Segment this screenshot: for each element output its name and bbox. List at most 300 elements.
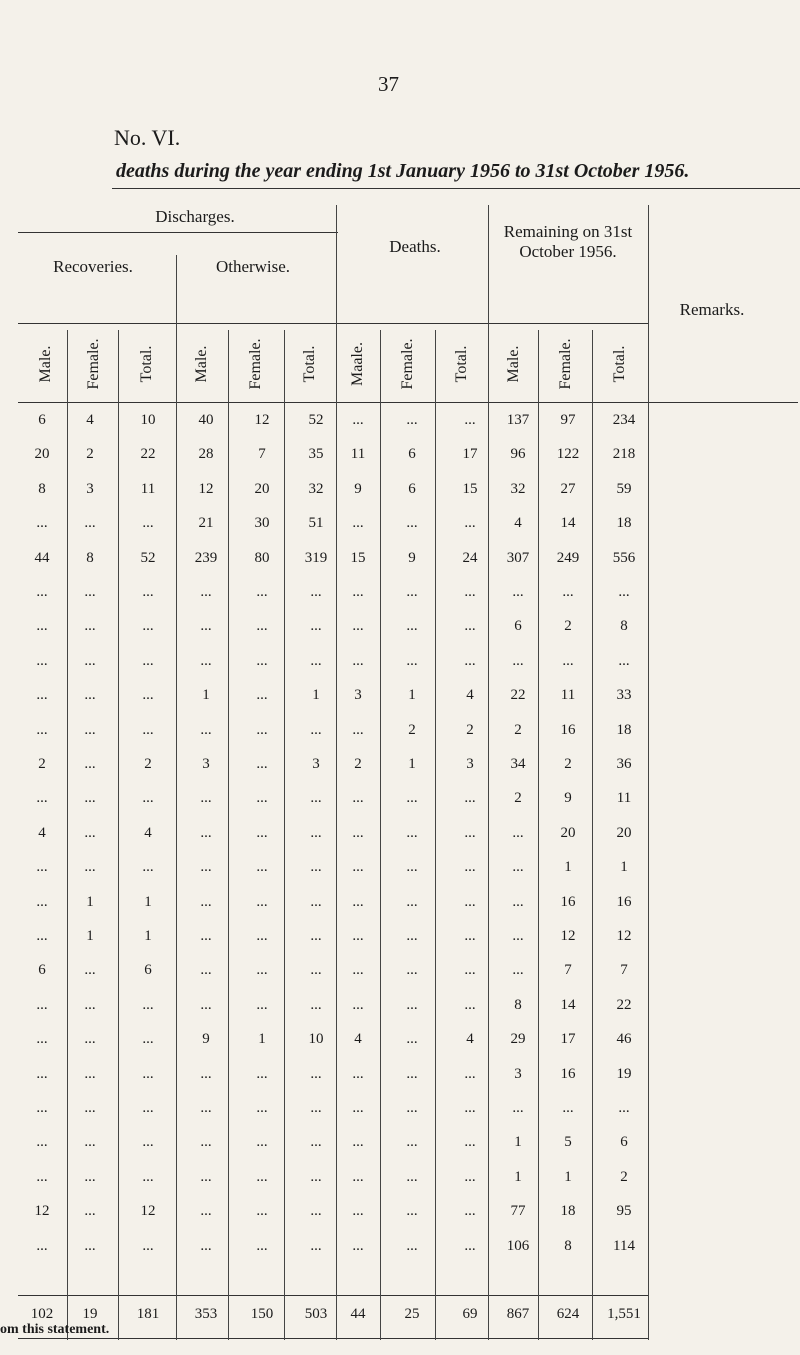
- table-cell: 14: [560, 996, 576, 1013]
- table-cell: ...: [256, 1134, 268, 1151]
- table-cell: ...: [84, 1100, 96, 1116]
- table-cell: 16: [560, 721, 576, 738]
- table-cell: 59: [616, 480, 632, 497]
- table-cell: 34: [510, 756, 526, 772]
- table-cell: 1: [564, 859, 572, 876]
- table-cell: ...: [200, 893, 212, 910]
- total-cell: 867: [506, 1306, 530, 1322]
- table-cell: ...: [256, 584, 268, 600]
- table-cell: ...: [618, 1100, 630, 1116]
- table-cell: 30: [254, 515, 270, 532]
- table-cell: ...: [200, 1237, 212, 1254]
- table-cell: ...: [200, 859, 212, 876]
- header-deaths: Deaths.: [389, 237, 441, 256]
- rule-remarks: [648, 402, 798, 403]
- table-cell: ...: [142, 996, 154, 1013]
- table-cell: 1: [86, 893, 94, 910]
- table-cell: 1: [408, 756, 416, 772]
- table-cell: 3: [354, 687, 362, 704]
- table-cell: ...: [464, 1237, 476, 1254]
- table-cell: 1: [408, 687, 416, 704]
- table-cell: 1: [258, 1031, 266, 1048]
- table-cell: 12: [34, 1203, 50, 1220]
- table-cell: ...: [142, 1031, 154, 1048]
- table-cell: ...: [464, 996, 476, 1013]
- table-cell: ...: [256, 687, 268, 704]
- table-cell: ...: [512, 962, 524, 979]
- table-cell: ...: [464, 1065, 476, 1082]
- table-cell: ...: [84, 618, 96, 635]
- table-cell: 1: [514, 1134, 522, 1151]
- table-cell: 18: [616, 721, 632, 738]
- table-cell: 6: [620, 1134, 628, 1151]
- table-cell: ...: [512, 928, 524, 944]
- table-cell: ...: [256, 1168, 268, 1185]
- table-cell: ...: [36, 687, 48, 704]
- table-cell: ...: [406, 859, 418, 876]
- table-cell: ...: [142, 859, 154, 876]
- table-cell: ...: [310, 928, 322, 944]
- table-cell: ...: [36, 584, 48, 600]
- table-cell: ...: [464, 1100, 476, 1116]
- table-cell: ...: [36, 1237, 48, 1254]
- table-cell: 3: [312, 756, 320, 772]
- table-cell: ...: [406, 1100, 418, 1116]
- table-cell: ...: [142, 618, 154, 635]
- table-cell: 2: [86, 446, 94, 463]
- table-cell: 33: [616, 687, 632, 704]
- table-cell: 28: [198, 446, 214, 463]
- table-cell: 307: [506, 549, 530, 566]
- table-cell: 15: [350, 549, 366, 566]
- table-cell: ...: [84, 1203, 96, 1220]
- table-cell: ...: [406, 412, 418, 428]
- table-cell: 18: [560, 1203, 576, 1220]
- table-cell: 8: [564, 1237, 572, 1254]
- table-cell: ...: [200, 1134, 212, 1151]
- table-cell: 22: [510, 687, 526, 704]
- table-cell: ...: [512, 859, 524, 876]
- table-cell: 40: [198, 412, 214, 428]
- subheader: Male.: [193, 345, 210, 383]
- table-cell: 3: [514, 1065, 522, 1082]
- table-cell: ...: [352, 962, 364, 979]
- table-cell: ...: [200, 790, 212, 807]
- table-cell: 3: [86, 480, 94, 497]
- table-cell: ...: [256, 928, 268, 944]
- table-cell: 4: [514, 515, 522, 532]
- table-cell: ...: [84, 756, 96, 772]
- rule-totals-top: [18, 1295, 648, 1296]
- table-cell: ...: [36, 996, 48, 1013]
- subheader: Total.: [138, 345, 155, 383]
- header-otherwise: Otherwise.: [215, 257, 291, 276]
- table-cell: 8: [514, 996, 522, 1013]
- table-cell: 4: [144, 824, 152, 841]
- table-cell: 9: [202, 1031, 210, 1048]
- table-cell: ...: [512, 1100, 524, 1116]
- table-cell: 319: [304, 549, 328, 566]
- table-cell: ...: [256, 824, 268, 841]
- table-cell: ...: [200, 1168, 212, 1185]
- table-cell: ...: [310, 584, 322, 600]
- table-cell: 9: [408, 549, 416, 566]
- table-cell: ...: [464, 584, 476, 600]
- table-cell: ...: [352, 652, 364, 669]
- table-cell: ...: [406, 790, 418, 807]
- table-cell: 15: [462, 480, 478, 497]
- table-cell: 12: [140, 1203, 156, 1220]
- table-cell: ...: [84, 1031, 96, 1048]
- table-cell: 52: [308, 412, 324, 428]
- table-cell: 80: [254, 549, 270, 566]
- table-cell: ...: [512, 824, 524, 841]
- subheader: Female.: [247, 338, 264, 390]
- table-cell: 8: [86, 549, 94, 566]
- table-cell: 2: [564, 618, 572, 635]
- table-cell: 10: [308, 1031, 324, 1048]
- table-cell: ...: [36, 893, 48, 910]
- table-cell: ...: [310, 824, 322, 841]
- table-cell: 4: [86, 412, 94, 428]
- table-cell: 11: [560, 687, 576, 704]
- table-cell: ...: [464, 928, 476, 944]
- table-cell: ...: [310, 1065, 322, 1082]
- table-cell: 137: [506, 412, 530, 428]
- table-cell: ...: [256, 1203, 268, 1220]
- table-cell: 44: [34, 549, 50, 566]
- table-cell: 1: [312, 687, 320, 704]
- table-cell: 29: [510, 1031, 526, 1048]
- header-discharges: Discharges.: [155, 207, 235, 226]
- table-cell: ...: [36, 1100, 48, 1116]
- table-cell: 6: [408, 446, 416, 463]
- table-cell: 35: [308, 446, 324, 463]
- table-cell: 10: [140, 412, 156, 428]
- table-cell: ...: [406, 618, 418, 635]
- total-cell: 44: [350, 1306, 366, 1322]
- table-cell: 20: [616, 824, 632, 841]
- table-cell: 3: [202, 756, 210, 772]
- table-cell: 12: [198, 480, 214, 497]
- table-cell: ...: [256, 859, 268, 876]
- table-cell: ...: [464, 1168, 476, 1185]
- table-cell: ...: [464, 962, 476, 979]
- table-row: [0, 1238, 800, 1280]
- table-cell: ...: [256, 721, 268, 738]
- table-cell: 8: [38, 480, 46, 497]
- table-cell: 1: [564, 1168, 572, 1185]
- table-cell: 32: [308, 480, 324, 497]
- table-cell: ...: [464, 412, 476, 428]
- table-cell: ...: [84, 721, 96, 738]
- page-number: 37: [378, 72, 399, 96]
- table-cell: ...: [310, 893, 322, 910]
- table-cell: ...: [256, 790, 268, 807]
- table-cell: ...: [84, 1168, 96, 1185]
- table-cell: ...: [352, 1168, 364, 1185]
- table-cell: 9: [564, 790, 572, 807]
- table-cell: ...: [142, 584, 154, 600]
- table-cell: 96: [510, 446, 526, 463]
- table-cell: ...: [310, 962, 322, 979]
- table-cell: ...: [310, 996, 322, 1013]
- table-cell: 16: [616, 893, 632, 910]
- table-cell: ...: [310, 1100, 322, 1116]
- table-cell: 106: [506, 1237, 530, 1254]
- table-cell: 16: [560, 893, 576, 910]
- table-cell: ...: [84, 1065, 96, 1082]
- table-cell: 46: [616, 1031, 632, 1048]
- table-cell: 22: [140, 446, 156, 463]
- table-cell: ...: [406, 1237, 418, 1254]
- table-cell: 2: [514, 790, 522, 807]
- table-cell: ...: [562, 584, 574, 600]
- table-cell: ...: [406, 893, 418, 910]
- subheader: Maale.: [349, 342, 366, 386]
- table-cell: 18: [616, 515, 632, 532]
- table-cell: 6: [38, 962, 46, 979]
- table-cell: ...: [310, 1168, 322, 1185]
- table-cell: ...: [406, 1031, 418, 1048]
- totals-row: [0, 1306, 800, 1348]
- table-cell: ...: [142, 687, 154, 704]
- table-cell: ...: [352, 928, 364, 944]
- table-cell: ...: [200, 824, 212, 841]
- table-cell: ...: [256, 962, 268, 979]
- table-cell: 556: [612, 549, 636, 566]
- rule-header-bottom: [18, 402, 648, 403]
- subheader: Total.: [301, 345, 318, 383]
- table-cell: 2: [620, 1168, 628, 1185]
- table-cell: ...: [84, 1237, 96, 1254]
- table-cell: 1: [144, 928, 152, 944]
- table-cell: 17: [462, 446, 478, 463]
- table-cell: ...: [406, 1203, 418, 1220]
- table-cell: ...: [310, 652, 322, 669]
- table-cell: 4: [466, 1031, 474, 1048]
- table-cell: ...: [200, 962, 212, 979]
- table-cell: ...: [36, 515, 48, 532]
- table-cell: 4: [466, 687, 474, 704]
- table-cell: 22: [616, 996, 632, 1013]
- table-cell: ...: [84, 824, 96, 841]
- table-cell: 1: [620, 859, 628, 876]
- total-cell: 102: [30, 1306, 54, 1322]
- table-cell: ...: [84, 584, 96, 600]
- table-cell: 2: [354, 756, 362, 772]
- table-cell: ...: [352, 584, 364, 600]
- table-cell: ...: [84, 790, 96, 807]
- table-cell: 24: [462, 549, 478, 566]
- subheader: Female.: [557, 338, 574, 390]
- table-cell: ...: [142, 1134, 154, 1151]
- table-cell: ...: [406, 962, 418, 979]
- table-cell: 12: [560, 928, 576, 944]
- table-cell: 6: [144, 962, 152, 979]
- table-cell: 11: [350, 446, 366, 463]
- table-cell: ...: [406, 928, 418, 944]
- table-cell: ...: [352, 859, 364, 876]
- header-recoveries: Recoveries.: [53, 257, 133, 276]
- table-cell: ...: [36, 928, 48, 944]
- table-cell: ...: [406, 515, 418, 532]
- table-cell: ...: [36, 1134, 48, 1151]
- table-cell: ...: [200, 721, 212, 738]
- total-cell: 19: [82, 1306, 98, 1322]
- table-cell: 20: [560, 824, 576, 841]
- table-cell: ...: [310, 790, 322, 807]
- table-cell: ...: [406, 652, 418, 669]
- table-cell: ...: [310, 1237, 322, 1254]
- table-cell: 32: [510, 480, 526, 497]
- table-cell: ...: [310, 1203, 322, 1220]
- table-cell: 51: [308, 515, 324, 532]
- table-cell: ...: [618, 652, 630, 669]
- subheader: Total.: [453, 345, 470, 383]
- table-cell: ...: [256, 1100, 268, 1116]
- table-cell: 36: [616, 756, 632, 772]
- total-cell: 150: [250, 1306, 274, 1322]
- table-cell: 8: [620, 618, 628, 635]
- table-cell: 5: [564, 1134, 572, 1151]
- total-cell: 181: [136, 1306, 160, 1322]
- table-cell: ...: [36, 721, 48, 738]
- table-cell: ...: [464, 1134, 476, 1151]
- table-cell: 20: [34, 446, 50, 463]
- table-cell: 97: [560, 412, 576, 428]
- table-cell: ...: [464, 859, 476, 876]
- table-cell: ...: [142, 1065, 154, 1082]
- table-cell: ...: [142, 1168, 154, 1185]
- subheader: Total.: [611, 345, 628, 383]
- table-cell: 2: [38, 756, 46, 772]
- header-remaining: Remaining on 31st October 1956.: [503, 222, 633, 261]
- table-cell: ...: [352, 1237, 364, 1254]
- table-cell: ...: [36, 1065, 48, 1082]
- table-cell: 114: [613, 1237, 635, 1254]
- table-heading: deaths during the year ending 1st January 1956 to 31st October 1956.: [116, 160, 690, 182]
- table-cell: ...: [464, 893, 476, 910]
- table-cell: ...: [406, 584, 418, 600]
- table-cell: ...: [84, 1134, 96, 1151]
- table-cell: ...: [352, 893, 364, 910]
- table-cell: ...: [464, 790, 476, 807]
- header-remarks: Remarks.: [679, 300, 745, 319]
- table-cell: ...: [352, 790, 364, 807]
- table-cell: ...: [562, 652, 574, 669]
- table-cell: ...: [352, 515, 364, 532]
- total-cell: 1,551: [607, 1306, 641, 1322]
- table-cell: ...: [310, 721, 322, 738]
- table-cell: ...: [84, 515, 96, 532]
- table-cell: ...: [464, 515, 476, 532]
- table-cell: ...: [352, 1100, 364, 1116]
- table-cell: 4: [354, 1031, 362, 1048]
- table-cell: ...: [406, 1168, 418, 1185]
- table-cell: ...: [256, 652, 268, 669]
- subheader: Male.: [505, 345, 522, 383]
- table-cell: 249: [556, 549, 580, 566]
- table-cell: ...: [256, 756, 268, 772]
- table-cell: 2: [408, 721, 416, 738]
- table-cell: ...: [256, 893, 268, 910]
- table-cell: 239: [194, 549, 218, 566]
- table-cell: ...: [352, 1065, 364, 1082]
- table-cell: ...: [84, 996, 96, 1013]
- table-cell: ...: [352, 824, 364, 841]
- table-cell: ...: [36, 1168, 48, 1185]
- total-cell: 69: [462, 1306, 478, 1322]
- table-cell: ...: [142, 515, 154, 532]
- table-cell: 2: [564, 756, 572, 772]
- table-cell: 122: [556, 446, 580, 463]
- table-cell: ...: [84, 962, 96, 979]
- table-cell: ...: [200, 1065, 212, 1082]
- table-cell: 21: [198, 515, 214, 532]
- table-cell: ...: [84, 652, 96, 669]
- table-cell: 2: [466, 721, 474, 738]
- table-cell: 12: [254, 412, 270, 428]
- rule-discharges: [18, 232, 338, 233]
- total-cell: 624: [556, 1306, 580, 1322]
- table-cell: 7: [564, 962, 572, 979]
- table-cell: ...: [406, 1134, 418, 1151]
- table-cell: ...: [352, 412, 364, 428]
- total-cell: 503: [304, 1306, 328, 1322]
- table-cell: ...: [352, 996, 364, 1013]
- table-cell: ...: [200, 928, 212, 944]
- table-cell: 2: [144, 756, 152, 772]
- table-cell: ...: [512, 893, 524, 910]
- table-cell: ...: [84, 859, 96, 876]
- subheader: Male.: [37, 345, 54, 383]
- table-cell: 19: [616, 1065, 632, 1082]
- table-cell: 6: [38, 412, 46, 428]
- table-cell: 7: [258, 446, 266, 463]
- table-cell: 1: [86, 928, 94, 944]
- table-cell: ...: [256, 1237, 268, 1254]
- table-cell: 2: [514, 721, 522, 738]
- table-cell: ...: [36, 859, 48, 876]
- table-cell: ...: [618, 584, 630, 600]
- table-cell: ...: [352, 618, 364, 635]
- table-cell: ...: [464, 1203, 476, 1220]
- footnote: om this statement.: [0, 1322, 110, 1337]
- table-cell: ...: [200, 1203, 212, 1220]
- table-cell: 20: [254, 480, 270, 497]
- table-cell: ...: [512, 652, 524, 669]
- table-cell: 9: [354, 480, 362, 497]
- table-cell: ...: [200, 618, 212, 635]
- table-cell: ...: [352, 1134, 364, 1151]
- table-cell: 11: [140, 480, 156, 497]
- table-cell: ...: [142, 790, 154, 807]
- table-cell: 14: [560, 515, 576, 532]
- table-cell: ...: [352, 1203, 364, 1220]
- table-cell: 218: [612, 446, 636, 463]
- table-cell: 6: [408, 480, 416, 497]
- table-cell: ...: [142, 1237, 154, 1254]
- table-cell: 17: [560, 1031, 576, 1048]
- total-cell: 25: [404, 1306, 420, 1322]
- table-cell: 52: [140, 549, 156, 566]
- table-cell: ...: [200, 1100, 212, 1116]
- table-cell: 16: [560, 1065, 576, 1082]
- table-cell: 95: [616, 1203, 632, 1220]
- table-cell: ...: [200, 652, 212, 669]
- subheader: Female.: [399, 338, 416, 390]
